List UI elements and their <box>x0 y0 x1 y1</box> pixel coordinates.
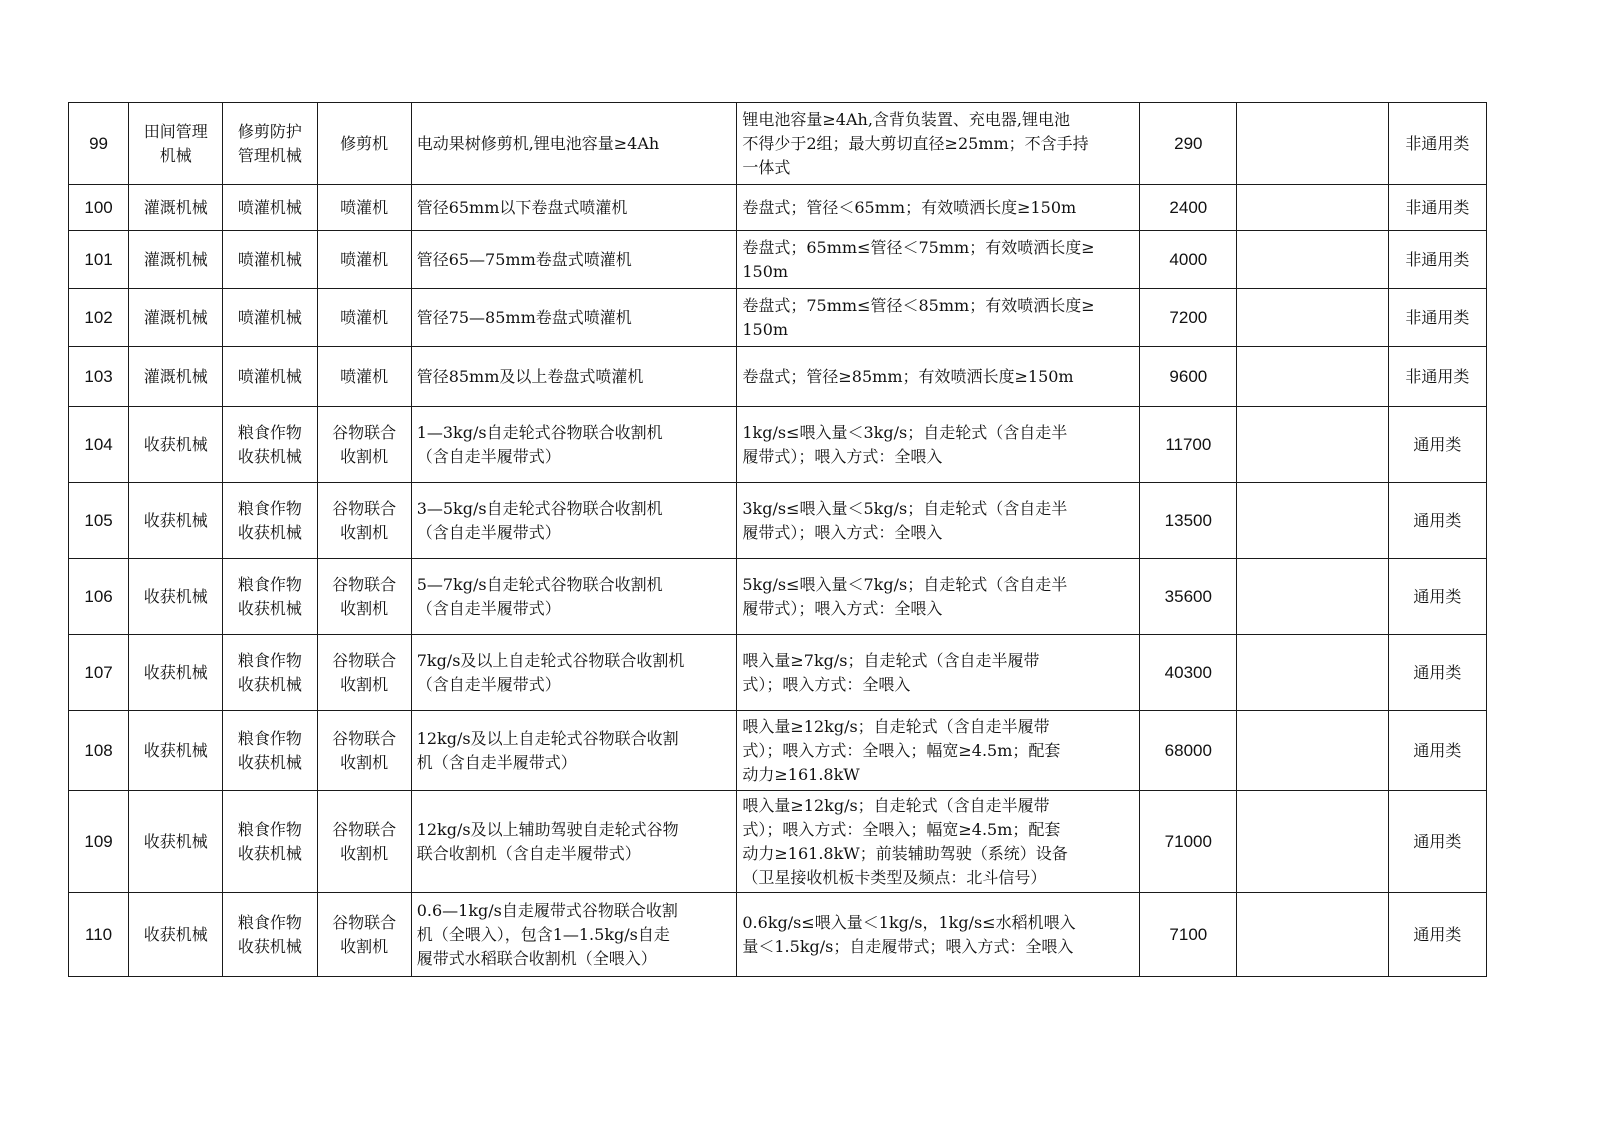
category-item-cell <box>317 711 411 791</box>
category-item-cell <box>317 185 411 231</box>
category-item-text: 喷灌机 <box>340 197 389 217</box>
grade-name-text: 7kg/s及以上自走轮式谷物联合收割机 （含自走半履带式） <box>416 650 685 694</box>
category-item-cell <box>317 103 411 185</box>
universal-type-cell <box>1388 289 1486 347</box>
grade-name-text: 5—7kg/s自走轮式谷物联合收割机 （含自走半履带式） <box>416 574 663 618</box>
remark-cell <box>1237 893 1388 977</box>
category-minor-cell <box>223 483 317 559</box>
category-major-text: 收获机械 <box>143 434 208 454</box>
category-item-text: 谷物联合 收割机 <box>332 728 397 772</box>
subsidy-amount-text: 40300 <box>1164 662 1212 682</box>
table-row <box>69 893 1487 977</box>
grade-name-text: 管径65—75mm卷盘式喷灌机 <box>416 249 632 269</box>
universal-type-text: 通用类 <box>1413 586 1462 606</box>
category-major-text: 收获机械 <box>143 740 208 760</box>
grade-name-text: 0.6—1kg/s自走履带式谷物联合收割 机（全喂入），包含1—1.5kg/s自走 履带式水稻联合收割机（全喂入） <box>416 900 678 968</box>
universal-type-text: 非通用类 <box>1405 197 1470 217</box>
category-major-cell <box>129 347 223 407</box>
grade-name-cell <box>411 185 737 231</box>
basic-configuration-text: 卷盘式；管径＜65mm；有效喷洒长度≥150m <box>742 197 1077 217</box>
universal-type-text: 通用类 <box>1413 924 1462 944</box>
row-number-text: 106 <box>84 586 113 606</box>
category-minor-text: 粮食作物 收获机械 <box>237 422 302 466</box>
category-item-cell <box>317 559 411 635</box>
row-number-cell <box>69 407 129 483</box>
category-item-text: 喷灌机 <box>340 307 389 327</box>
grade-name-cell <box>411 893 737 977</box>
subsidy-amount-text: 7200 <box>1169 307 1208 327</box>
category-major-cell <box>129 407 223 483</box>
row-number-cell <box>69 711 129 791</box>
row-number-text: 109 <box>84 831 113 851</box>
subsidy-amount-cell <box>1140 103 1237 185</box>
category-minor-cell <box>223 711 317 791</box>
row-number-text: 110 <box>85 924 113 944</box>
remark-cell <box>1237 289 1388 347</box>
subsidy-amount-cell <box>1140 289 1237 347</box>
category-major-text: 灌溉机械 <box>143 366 208 386</box>
subsidy-amount-cell <box>1140 791 1237 893</box>
basic-configuration-text: 锂电池容量≥4Ah,含背负装置、充电器,锂电池 不得少于2组；最大剪切直径≥25mm；不含手持 一体式 <box>742 109 1089 177</box>
basic-configuration-cell <box>737 185 1140 231</box>
universal-type-text: 通用类 <box>1413 662 1462 682</box>
grade-name-cell <box>411 231 737 289</box>
row-number-text: 102 <box>84 307 113 327</box>
remark-cell <box>1237 231 1388 289</box>
subsidy-amount-cell <box>1140 893 1237 977</box>
table-row <box>69 289 1487 347</box>
subsidy-amount-text: 11700 <box>1165 434 1212 454</box>
basic-configuration-cell <box>737 559 1140 635</box>
category-minor-text: 粮食作物 收获机械 <box>237 574 302 618</box>
table-row <box>69 185 1487 231</box>
universal-type-text: 通用类 <box>1413 434 1462 454</box>
category-minor-cell <box>223 407 317 483</box>
subsidy-amount-cell <box>1140 635 1237 711</box>
basic-configuration-cell <box>737 711 1140 791</box>
row-number-cell <box>69 559 129 635</box>
universal-type-cell <box>1388 635 1486 711</box>
remark-cell <box>1237 103 1388 185</box>
grade-name-cell <box>411 483 737 559</box>
category-major-cell <box>129 483 223 559</box>
basic-configuration-text: 喂入量≥7kg/s；自走轮式（含自走半履带 式）；喂入方式：全喂入 <box>742 650 1040 694</box>
category-item-text: 谷物联合 收割机 <box>332 498 397 542</box>
subsidy-amount-text: 7100 <box>1169 924 1208 944</box>
grade-name-cell <box>411 711 737 791</box>
basic-configuration-cell <box>737 231 1140 289</box>
row-number-text: 100 <box>84 197 113 217</box>
grade-name-cell <box>411 347 737 407</box>
basic-configuration-cell <box>737 289 1140 347</box>
basic-configuration-cell <box>737 103 1140 185</box>
universal-type-cell <box>1388 483 1486 559</box>
category-major-text: 灌溉机械 <box>143 197 208 217</box>
category-major-text: 收获机械 <box>143 586 208 606</box>
row-number-text: 107 <box>84 662 113 682</box>
subsidy-amount-text: 9600 <box>1169 366 1208 386</box>
table-row <box>69 407 1487 483</box>
category-minor-text: 粮食作物 收获机械 <box>237 912 302 956</box>
category-item-text: 谷物联合 收割机 <box>332 819 397 863</box>
grade-name-cell <box>411 559 737 635</box>
category-item-cell <box>317 483 411 559</box>
universal-type-text: 通用类 <box>1413 831 1462 851</box>
category-major-text: 收获机械 <box>143 662 208 682</box>
grade-name-text: 1—3kg/s自走轮式谷物联合收割机 （含自走半履带式） <box>416 422 663 466</box>
grade-name-cell <box>411 791 737 893</box>
subsidy-amount-text: 2400 <box>1169 197 1208 217</box>
category-item-text: 谷物联合 收割机 <box>332 574 397 618</box>
table-row <box>69 559 1487 635</box>
category-item-text: 谷物联合 收割机 <box>332 422 397 466</box>
basic-configuration-text: 卷盘式；管径≥85mm；有效喷洒长度≥150m <box>742 366 1074 386</box>
category-major-text: 收获机械 <box>143 924 208 944</box>
grade-name-cell <box>411 635 737 711</box>
universal-type-cell <box>1388 231 1486 289</box>
category-minor-text: 喷灌机械 <box>237 197 302 217</box>
universal-type-cell <box>1388 791 1486 893</box>
universal-type-cell <box>1388 559 1486 635</box>
grade-name-cell <box>411 407 737 483</box>
table-row <box>69 791 1487 893</box>
universal-type-cell <box>1388 407 1486 483</box>
row-number-text: 103 <box>84 366 113 386</box>
grade-name-text: 管径65mm以下卷盘式喷灌机 <box>416 197 628 217</box>
category-minor-text: 粮食作物 收获机械 <box>237 728 302 772</box>
category-major-cell <box>129 103 223 185</box>
remark-cell <box>1237 347 1388 407</box>
grade-name-cell <box>411 103 737 185</box>
universal-type-text: 通用类 <box>1413 740 1462 760</box>
universal-type-cell <box>1388 103 1486 185</box>
table-row <box>69 103 1487 185</box>
category-minor-cell <box>223 231 317 289</box>
table-body <box>69 103 1487 977</box>
row-number-cell <box>69 791 129 893</box>
row-number-text: 105 <box>84 510 113 530</box>
table-row <box>69 231 1487 289</box>
category-minor-text: 喷灌机械 <box>237 307 302 327</box>
category-item-cell <box>317 791 411 893</box>
category-minor-cell <box>223 893 317 977</box>
row-number-cell <box>69 635 129 711</box>
category-item-text: 喷灌机 <box>340 366 389 386</box>
grade-name-text: 管径85mm及以上卷盘式喷灌机 <box>416 366 644 386</box>
subsidy-amount-cell <box>1140 231 1237 289</box>
subsidy-amount-cell <box>1140 483 1237 559</box>
category-item-cell <box>317 289 411 347</box>
basic-configuration-text: 0.6kg/s≤喂入量＜1kg/s，1kg/s≤水稻机喂入 量＜1.5kg/s；自走履带式；喂入方式：全喂入 <box>742 912 1076 956</box>
universal-type-cell <box>1388 893 1486 977</box>
category-major-text: 收获机械 <box>143 510 208 530</box>
row-number-cell <box>69 185 129 231</box>
category-major-text: 收获机械 <box>143 831 208 851</box>
subsidy-amount-text: 68000 <box>1164 740 1212 760</box>
subsidy-amount-text: 35600 <box>1164 586 1212 606</box>
universal-type-cell <box>1388 711 1486 791</box>
grade-name-text: 12kg/s及以上自走轮式谷物联合收割 机（含自走半履带式） <box>416 728 679 772</box>
grade-name-text: 电动果树修剪机,锂电池容量≥4Ah <box>416 133 660 153</box>
category-minor-cell <box>223 635 317 711</box>
basic-configuration-text: 5kg/s≤喂入量＜7kg/s；自走轮式（含自走半 履带式）；喂入方式：全喂入 <box>742 574 1068 618</box>
category-item-text: 谷物联合 收割机 <box>332 650 397 694</box>
basic-configuration-text: 卷盘式；65mm≤管径＜75mm；有效喷洒长度≥ 150m <box>742 237 1095 281</box>
basic-configuration-text: 喂入量≥12kg/s；自走轮式（含自走半履带 式）；喂入方式：全喂入；幅宽≥4.5m；配套 动力≥161.8kW；前装辅助驾驶（系统）设备 （卫星接收机板卡类型及频点：北斗信号） <box>742 795 1068 887</box>
grade-name-text: 管径75—85mm卷盘式喷灌机 <box>416 307 632 327</box>
table-row <box>69 635 1487 711</box>
grade-name-cell <box>411 289 737 347</box>
row-number-text: 101 <box>84 249 113 269</box>
subsidy-amount-cell <box>1140 711 1237 791</box>
category-major-cell <box>129 185 223 231</box>
category-minor-cell <box>223 347 317 407</box>
category-minor-cell <box>223 185 317 231</box>
universal-type-text: 非通用类 <box>1405 366 1470 386</box>
subsidy-table <box>68 102 1487 977</box>
universal-type-text: 非通用类 <box>1405 133 1470 153</box>
basic-configuration-cell <box>737 791 1140 893</box>
category-item-cell <box>317 407 411 483</box>
category-major-cell <box>129 289 223 347</box>
category-major-cell <box>129 231 223 289</box>
row-number-cell <box>69 289 129 347</box>
remark-cell <box>1237 483 1388 559</box>
subsidy-amount-text: 290 <box>1174 133 1203 153</box>
universal-type-cell <box>1388 347 1486 407</box>
category-minor-text: 修剪防护 管理机械 <box>237 121 302 165</box>
category-item-text: 修剪机 <box>340 133 389 153</box>
subsidy-amount-cell <box>1140 407 1237 483</box>
category-item-cell <box>317 635 411 711</box>
row-number-text: 99 <box>89 133 109 153</box>
basic-configuration-text: 1kg/s≤喂入量＜3kg/s；自走轮式（含自走半 履带式）；喂入方式：全喂入 <box>742 422 1068 466</box>
table-row <box>69 347 1487 407</box>
row-number-cell <box>69 347 129 407</box>
category-minor-cell <box>223 559 317 635</box>
category-major-text: 灌溉机械 <box>143 307 208 327</box>
basic-configuration-cell <box>737 893 1140 977</box>
category-item-cell <box>317 231 411 289</box>
table-row <box>69 483 1487 559</box>
basic-configuration-cell <box>737 347 1140 407</box>
subsidy-amount-cell <box>1140 185 1237 231</box>
category-major-cell <box>129 559 223 635</box>
basic-configuration-cell <box>737 407 1140 483</box>
remark-cell <box>1237 407 1388 483</box>
remark-cell <box>1237 791 1388 893</box>
universal-type-text: 非通用类 <box>1405 249 1470 269</box>
remark-cell <box>1237 711 1388 791</box>
category-minor-text: 喷灌机械 <box>237 366 302 386</box>
remark-cell <box>1237 559 1388 635</box>
category-item-text: 喷灌机 <box>340 249 389 269</box>
remark-cell <box>1237 635 1388 711</box>
table-row <box>69 711 1487 791</box>
category-item-cell <box>317 893 411 977</box>
subsidy-amount-text: 13500 <box>1164 510 1212 530</box>
category-major-cell <box>129 893 223 977</box>
category-minor-text: 粮食作物 收获机械 <box>237 498 302 542</box>
row-number-cell <box>69 483 129 559</box>
row-number-cell <box>69 103 129 185</box>
category-major-cell <box>129 635 223 711</box>
category-major-cell <box>129 791 223 893</box>
row-number-cell <box>69 893 129 977</box>
basic-configuration-text: 卷盘式；75mm≤管径＜85mm；有效喷洒长度≥ 150m <box>742 295 1095 339</box>
category-item-text: 谷物联合 收割机 <box>332 912 397 956</box>
category-minor-cell <box>223 289 317 347</box>
category-minor-text: 喷灌机械 <box>237 249 302 269</box>
row-number-cell <box>69 231 129 289</box>
universal-type-text: 非通用类 <box>1405 307 1470 327</box>
subsidy-amount-cell <box>1140 347 1237 407</box>
subsidy-amount-text: 4000 <box>1169 249 1208 269</box>
row-number-text: 104 <box>84 434 113 454</box>
category-major-text: 灌溉机械 <box>143 249 208 269</box>
category-minor-text: 粮食作物 收获机械 <box>237 819 302 863</box>
basic-configuration-text: 3kg/s≤喂入量＜5kg/s；自走轮式（含自走半 履带式）；喂入方式：全喂入 <box>742 498 1068 542</box>
grade-name-text: 12kg/s及以上辅助驾驶自走轮式谷物 联合收割机（含自走半履带式） <box>416 819 679 863</box>
basic-configuration-cell <box>737 483 1140 559</box>
grade-name-text: 3—5kg/s自走轮式谷物联合收割机 （含自走半履带式） <box>416 498 663 542</box>
basic-configuration-cell <box>737 635 1140 711</box>
category-major-text: 田间管理 机械 <box>143 121 208 165</box>
remark-cell <box>1237 185 1388 231</box>
subsidy-amount-text: 71000 <box>1164 831 1212 851</box>
universal-type-text: 通用类 <box>1413 510 1462 530</box>
basic-configuration-text: 喂入量≥12kg/s；自走轮式（含自走半履带 式）；喂入方式：全喂入；幅宽≥4.5m；配套 动力≥161.8kW <box>742 716 1061 784</box>
row-number-text: 108 <box>84 740 113 760</box>
category-minor-cell <box>223 103 317 185</box>
category-major-cell <box>129 711 223 791</box>
subsidy-amount-cell <box>1140 559 1237 635</box>
category-minor-text: 粮食作物 收获机械 <box>237 650 302 694</box>
category-item-cell <box>317 347 411 407</box>
category-minor-cell <box>223 791 317 893</box>
universal-type-cell <box>1388 185 1486 231</box>
